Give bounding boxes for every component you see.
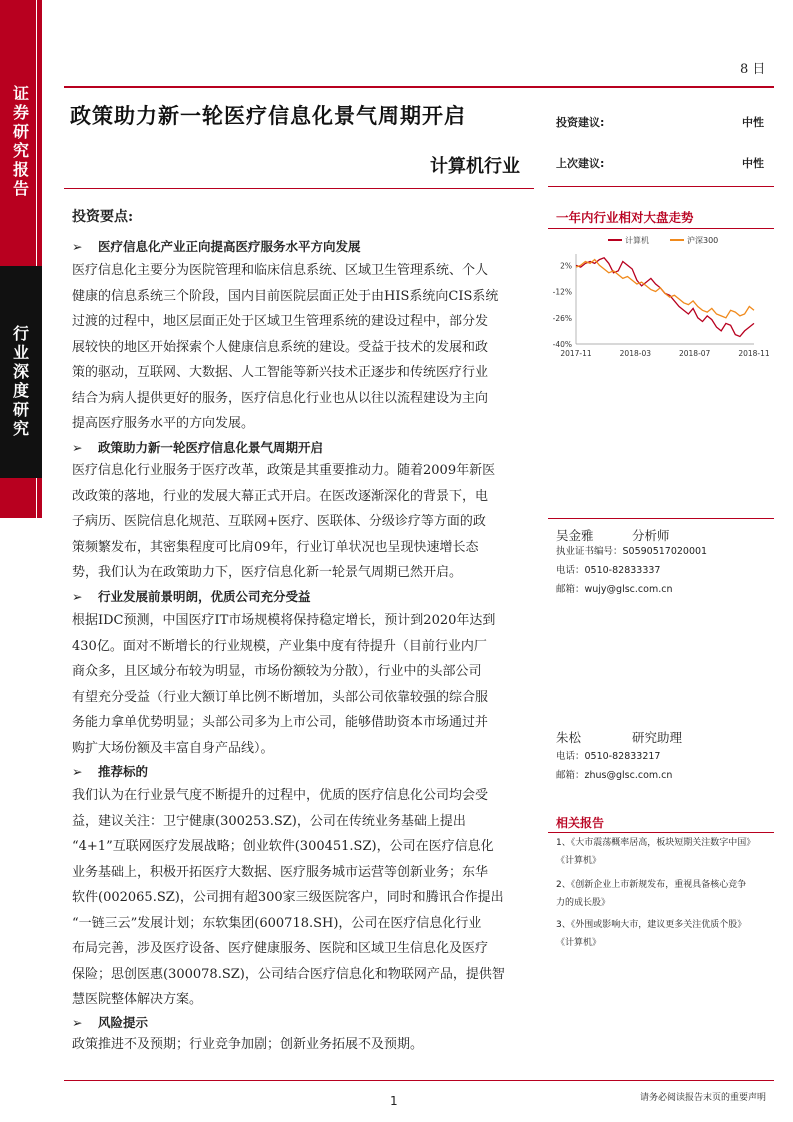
body-line: 布局完善，涉及医疗设备、医疗健康服务、医院和区域卫生信息化及医疗 <box>72 941 489 956</box>
body-line: “4+1”互联网医疗发展战略；创业软件(300451.SZ)，公司在医疗信息化 <box>72 839 494 854</box>
related-item[interactable]: 力的成长股》 <box>556 898 611 908</box>
title-rule <box>64 188 534 189</box>
body-line: 根据IDC预测，中国医疗IT市场规模将保持稳定增长，预计到2020年达到 <box>72 613 496 628</box>
header-rule <box>64 86 774 88</box>
arrow-icon: ➢ <box>72 239 83 254</box>
body-line: 有望充分受益（行业大额订单比例不断增加，头部公司依靠较强的综合服 <box>72 689 489 705</box>
arrow-icon: ➢ <box>72 589 83 604</box>
analyst-1-email[interactable]: 邮箱：wujy@glsc.com.cn <box>556 584 673 595</box>
section-body-2 <box>72 458 524 586</box>
side-divider-bottom <box>36 478 37 518</box>
analyst-2-email[interactable]: 邮箱：zhus@glsc.com.cn <box>556 770 673 781</box>
body-line: 提高医疗服务水平的方向发展。 <box>72 416 255 431</box>
chart-title-rule <box>548 228 774 229</box>
body-line: 过渡的过程中，地区层面正处于区域卫生管理系统的建设过程中，部分发 <box>72 314 489 329</box>
related-item[interactable]: 2、《创新企业上市新规发布，重视具备核心竞争 <box>556 880 747 890</box>
analyst-2-name: 朱松 <box>556 730 582 745</box>
prev-rec-value: 中性 <box>742 157 764 170</box>
x-tick-label: 2018-03 <box>619 349 652 358</box>
rec-label: 投资建议: <box>556 116 605 129</box>
disclaimer-note: 请务必阅读报告末页的重要声明 <box>640 1093 767 1103</box>
page-title: 政策助力新一轮医疗信息化景气周期开启 <box>70 103 466 128</box>
x-tick-label: 2018-07 <box>678 349 711 358</box>
body-line: 购扩大场份额及丰富自身产品线）。 <box>72 740 274 756</box>
body-line: 改政策的落地，行业的发展大幕正式开启。在医改逐渐深化的背景下，电 <box>72 488 489 504</box>
body-line: 结合为病人提供更好的服务，医疗信息化行业也从以往以流程建设为主向 <box>72 390 489 406</box>
body-line: “一链三云”发展计划；东软集团(600718.SH)，公司在医疗信息化行业 <box>72 915 482 931</box>
body-line: 430亿。面对不断增长的行业规模，产业集中度有待提升（目前行业内厂 <box>72 638 487 654</box>
analyst-rule <box>548 518 774 519</box>
body-line: 保险；思创医惠(300078.SZ)，公司结合医疗信息化和物联网产品，提供智 <box>72 966 505 982</box>
report-date: 8 日 <box>740 62 766 77</box>
rec-value: 中性 <box>742 116 764 129</box>
arrow-icon: ➢ <box>72 1015 83 1030</box>
body-line: 慧医院整体解决方案。 <box>72 992 203 1007</box>
body-line: 我们认为在行业景气度不断提升的过程中，优质的医疗信息化公司均会受 <box>72 788 489 803</box>
analyst-2-phone: 电话：0510-82833217 <box>556 751 661 762</box>
analyst-1-name: 吴金雅 <box>556 528 594 543</box>
series-line-computer <box>576 258 754 337</box>
side-label-report: 证 券 研 究 报 告 <box>12 84 29 198</box>
prev-rec-label: 上次建议: <box>556 157 605 170</box>
analyst-1-phone: 电话：0510-82833337 <box>556 565 661 576</box>
y-tick-label: -40% <box>552 340 572 349</box>
section-body-5 <box>72 1032 524 1058</box>
related-item[interactable]: 3、《外围或影响大市，建议更多关注优质个股》 <box>556 920 747 930</box>
page-number: 1 <box>390 1094 398 1108</box>
section-body-3 <box>72 608 524 761</box>
legend-label: 沪深300 <box>687 236 719 245</box>
section-heading-1: ➢ 医疗信息化产业正向提高医疗服务水平方向发展 <box>72 239 361 254</box>
series-line-hs300 <box>576 260 754 318</box>
body-line: 业务基础上，积极开拓医疗大数据、医疗服务城市运营等创新业务；东华 <box>72 864 489 880</box>
analyst-1-license: 执业证书编号：S0590517020001 <box>556 546 708 557</box>
chart-title: 一年内行业相对大盘走势 <box>556 210 694 225</box>
arrow-icon: ➢ <box>72 440 83 455</box>
related-item[interactable]: 1、《大市震荡概率居高，板块短期关注数字中国》 <box>556 838 756 848</box>
x-tick-label: 2018-11 <box>738 349 770 358</box>
section-heading-2: ➢ 政策助力新一轮医疗信息化景气周期开启 <box>72 440 324 455</box>
section-heading-4: ➢ 推荐标的 <box>72 764 149 779</box>
rating-rule <box>548 186 774 187</box>
body-line: 软件(002065.SZ)，公司拥有超300家三级医院客户，同时和腾讯合作提出 <box>72 890 504 905</box>
section-body-4 <box>72 783 524 1013</box>
related-item[interactable]: 《计算机》 <box>556 856 602 866</box>
related-reports-title: 相关报告 <box>556 816 605 830</box>
legend-label: 计算机 <box>625 236 649 245</box>
key-points-heading: 投资要点: <box>72 209 134 225</box>
section-heading-5: ➢ 风险提示 <box>72 1015 149 1030</box>
related-rule <box>548 832 774 833</box>
body-line: 益，建议关注：卫宁健康(300253.SZ)，公司在传统业务基础上提出 <box>72 813 466 829</box>
analyst-2-role: 研究助理 <box>632 730 683 745</box>
body-line: 策频繁发布，其密集程度可比肩09年，行业订单状况也呈现快速增长态 <box>72 539 479 555</box>
body-line: 商众多，且区域分布较为明显，市场份额较为分散），行业中的头部公司 <box>72 664 482 679</box>
side-label-industry: 行 业 深 度 研 究 <box>12 324 29 438</box>
body-line: 健康的信息系统三个阶段，国内目前医院层面正处于由HIS系统向CIS系统 <box>72 288 499 304</box>
trend-chart <box>548 230 774 364</box>
body-line: 子病历、医院信息化规范、互联网+医疗、医联体、分级诊疗等方面的政 <box>72 514 486 529</box>
x-tick-label: 2017-11 <box>560 349 592 358</box>
body-line: 医疗信息化行业服务于医疗改革，政策是其重要推动力。随着2009年新医 <box>72 463 496 478</box>
body-line: 务能力拿单优势明显；头部公司多为上市公司，能够借助资本市场通过并 <box>72 715 489 730</box>
section-body-1 <box>72 258 524 437</box>
industry-name: 计算机行业 <box>430 156 520 177</box>
body-line: 政策推进不及预期；行业竞争加剧；创新业务拓展不及预期。 <box>72 1037 424 1052</box>
body-line: 策的驱动，互联网、大数据、人工智能等新兴技术正逐步和传统医疗行业 <box>72 365 489 380</box>
y-tick-label: 2% <box>560 261 572 271</box>
related-item[interactable]: 《计算机》 <box>556 938 602 948</box>
analyst-1-role: 分析师 <box>632 528 670 543</box>
footer-rule <box>64 1080 774 1081</box>
y-tick-label: -26% <box>552 313 572 323</box>
y-tick-label: -12% <box>552 287 572 297</box>
section-heading-3: ➢ 行业发展前景明朗，优质公司充分受益 <box>72 589 311 604</box>
body-line: 势，我们认为在政策助力下，医疗信息化新一轮景气周期已然开启。 <box>72 565 463 580</box>
body-line: 展较快的地区开始探索个人健康信息系统的建设。受益于技术的发展和政 <box>72 339 489 355</box>
arrow-icon: ➢ <box>72 764 83 779</box>
body-line: 医疗信息化主要分为医院管理和临床信息系统、区域卫生管理系统、个人 <box>72 263 489 278</box>
